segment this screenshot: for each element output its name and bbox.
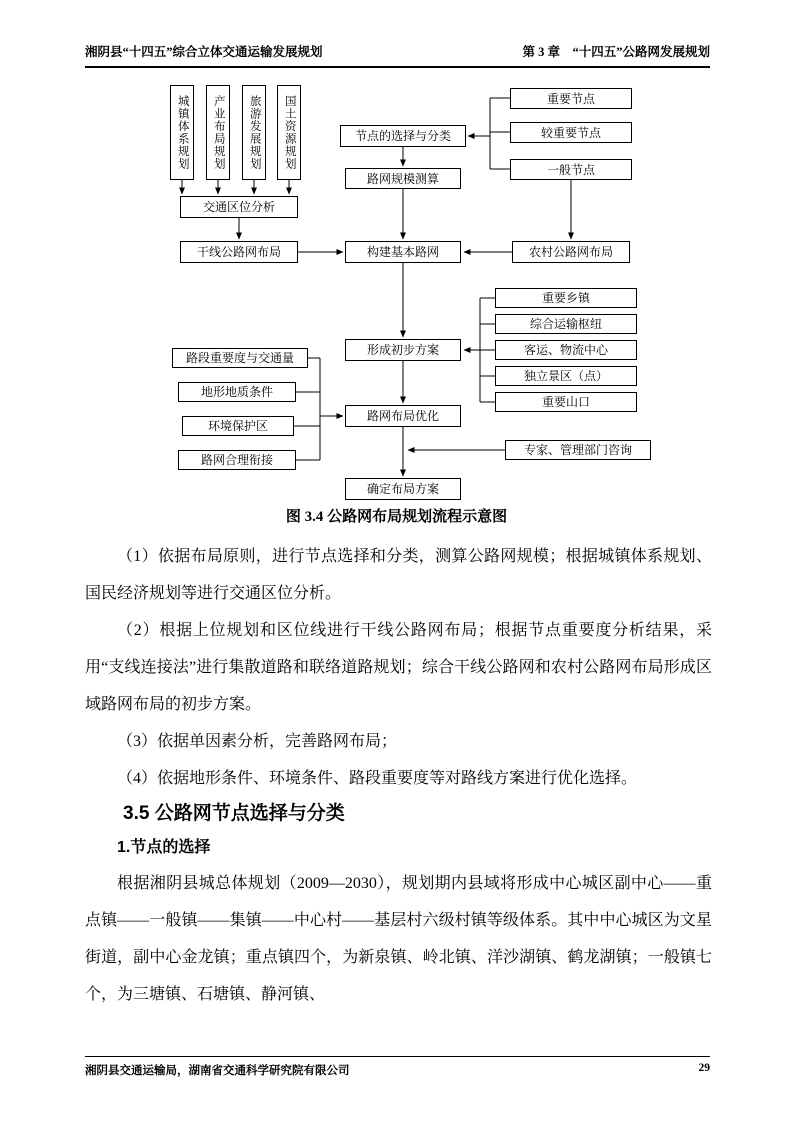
header-right-title: 第 3 章 “十四五”公路网发展规划	[522, 45, 710, 59]
flow-box-industry-layout-plan: 产业布局规划	[206, 85, 230, 180]
flow-box-general-node: 一般节点	[510, 159, 632, 180]
flow-box-scenic-spot: 独立景区（点）	[495, 366, 637, 386]
flow-box-transport-hub: 综合运输枢纽	[495, 314, 637, 334]
flow-box-important-town: 重要乡镇	[495, 288, 637, 308]
paragraph-1: （1）依据布局原则，进行节点选择和分类，测算公路网规模；根据城镇体系规划、国民经济规划等进行交通区位分析。	[85, 548, 712, 602]
flow-box-more-important-node: 较重要节点	[510, 122, 632, 143]
footer-page-number: 29	[698, 1062, 710, 1074]
flow-box-urban-system-plan: 城镇体系规划	[170, 85, 194, 180]
flow-box-important-node: 重要节点	[510, 88, 632, 109]
flow-box-env-protection: 环境保护区	[182, 416, 294, 436]
flow-box-network-scale: 路网规模测算	[345, 168, 461, 189]
page-header	[85, 42, 710, 68]
flow-box-trunk-layout: 干线公路网布局	[180, 241, 298, 263]
flow-box-initial-plan: 形成初步方案	[345, 339, 461, 361]
body-text	[85, 538, 712, 1013]
flow-box-network-connection: 路网合理衔接	[178, 450, 296, 470]
flow-box-node-selection: 节点的选择与分类	[340, 125, 466, 147]
sub-heading: 1.节点的选择	[117, 839, 211, 856]
paragraph-3: （3）依据单因素分析，完善路网布局；	[117, 733, 398, 750]
flow-box-expert-consult: 专家、管理部门咨询	[505, 440, 651, 460]
section-heading: 3.5 公路网节点选择与分类	[123, 803, 345, 824]
paragraph-4: （4）依据地形条件、环境条件、路段重要度等对路线方案进行优化选择。	[117, 770, 638, 787]
paragraph-2: （2）根据上位规划和区位线进行干线公路网布局；根据节点重要度分析结果，采用“支线连接法”进行集散道路和联络道路规划；综合干线公路网和农村公路网布局形成区域路网布局的初步方案。	[85, 622, 712, 713]
flow-box-land-resource-plan: 国土资源规划	[277, 85, 301, 180]
figure-caption: 图 3.4 公路网布局规划流程示意图	[285, 509, 508, 525]
footer-org: 湘阴县交通运输局，湖南省交通科学研究院有限公司	[85, 1065, 350, 1077]
flow-box-location-analysis: 交通区位分析	[180, 196, 298, 218]
paragraph-5: 根据湘阴县城总体规划（2009—2030），规划期内县域将形成中心城区副中心——重点镇——一般镇——集镇——中心村——基层村六级村镇等级体系。其中中心城区为文星街道，副中心金龙镇；重点镇四个，为新泉镇、岭北镇、洋沙湖镇、鹤龙湖镇；一般镇七个，为三塘镇、石塘镇、静河镇、	[85, 875, 712, 1003]
flowchart-figure	[0, 80, 793, 512]
header-left-title: 湘阴县“十四五”综合立体交通运输发展规划	[85, 45, 323, 59]
page-footer	[85, 1056, 710, 1078]
flow-box-layout-optimization: 路网布局优化	[345, 405, 461, 427]
flow-box-tourism-plan: 旅游发展规划	[242, 85, 266, 180]
flow-box-mountain-pass: 重要山口	[495, 392, 637, 412]
flow-box-logistics-center: 客运、物流中心	[495, 340, 637, 360]
flow-box-terrain-condition: 地形地质条件	[178, 382, 296, 402]
flow-box-basic-network: 构建基本路网	[345, 241, 461, 263]
flow-box-rural-layout: 农村公路网布局	[512, 241, 630, 263]
flow-box-segment-importance: 路段重要度与交通量	[172, 348, 308, 368]
flow-box-final-plan: 确定布局方案	[345, 478, 461, 500]
